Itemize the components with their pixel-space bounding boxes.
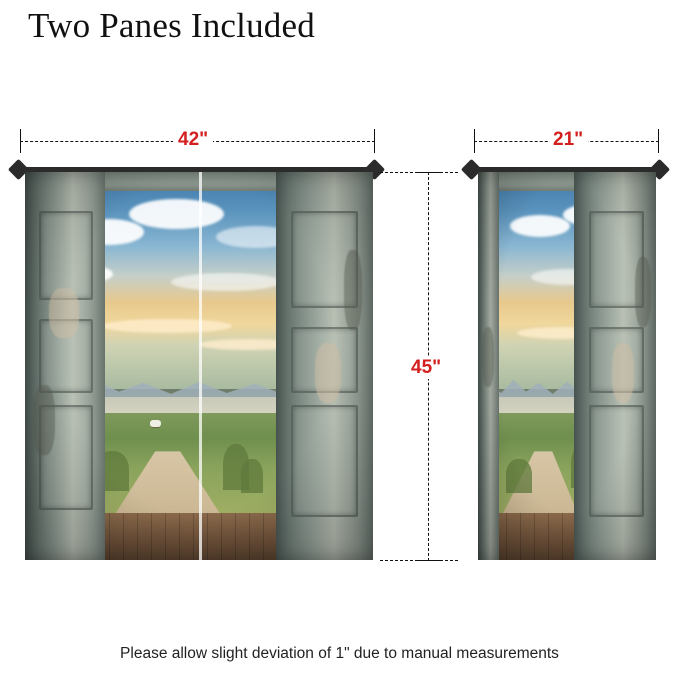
left-width-tick-end <box>374 129 375 153</box>
cow <box>150 420 161 427</box>
height-label: 45" <box>406 357 446 379</box>
height-tick-bottom <box>416 560 440 561</box>
paint-peel <box>482 327 494 387</box>
paint-peel <box>49 288 79 338</box>
left-width-tick-start <box>20 129 21 153</box>
right-door <box>574 172 656 560</box>
left-width-label: 42" <box>173 129 213 151</box>
left-panel-scene <box>25 172 373 560</box>
right-width-label: 21" <box>548 129 588 151</box>
grass-tuft <box>241 459 263 493</box>
right-width-tick-end <box>658 129 659 153</box>
door-panel-detail <box>589 405 644 518</box>
page-title: Two Panes Included <box>28 6 315 45</box>
right-width-tick-start <box>474 129 475 153</box>
right-panel <box>478 172 656 560</box>
cloud-icon <box>171 273 281 291</box>
door-panel-detail <box>291 405 357 518</box>
left-door <box>25 172 105 560</box>
height-tick-top <box>416 172 440 173</box>
door-panel-detail <box>39 211 93 300</box>
cloud-icon <box>510 215 570 237</box>
paint-peel <box>612 343 634 403</box>
right-door <box>276 172 373 560</box>
measurement-note: Please allow slight deviation of 1" due to manual measurements <box>120 645 559 662</box>
paint-peel <box>315 343 341 403</box>
grass-tuft <box>506 459 532 493</box>
paint-peel <box>33 385 55 455</box>
left-panel <box>25 172 373 560</box>
left-door <box>478 172 499 560</box>
panel-seam <box>199 172 202 560</box>
paint-peel <box>344 250 362 330</box>
paint-peel <box>635 257 651 327</box>
right-panel-scene <box>478 172 656 560</box>
